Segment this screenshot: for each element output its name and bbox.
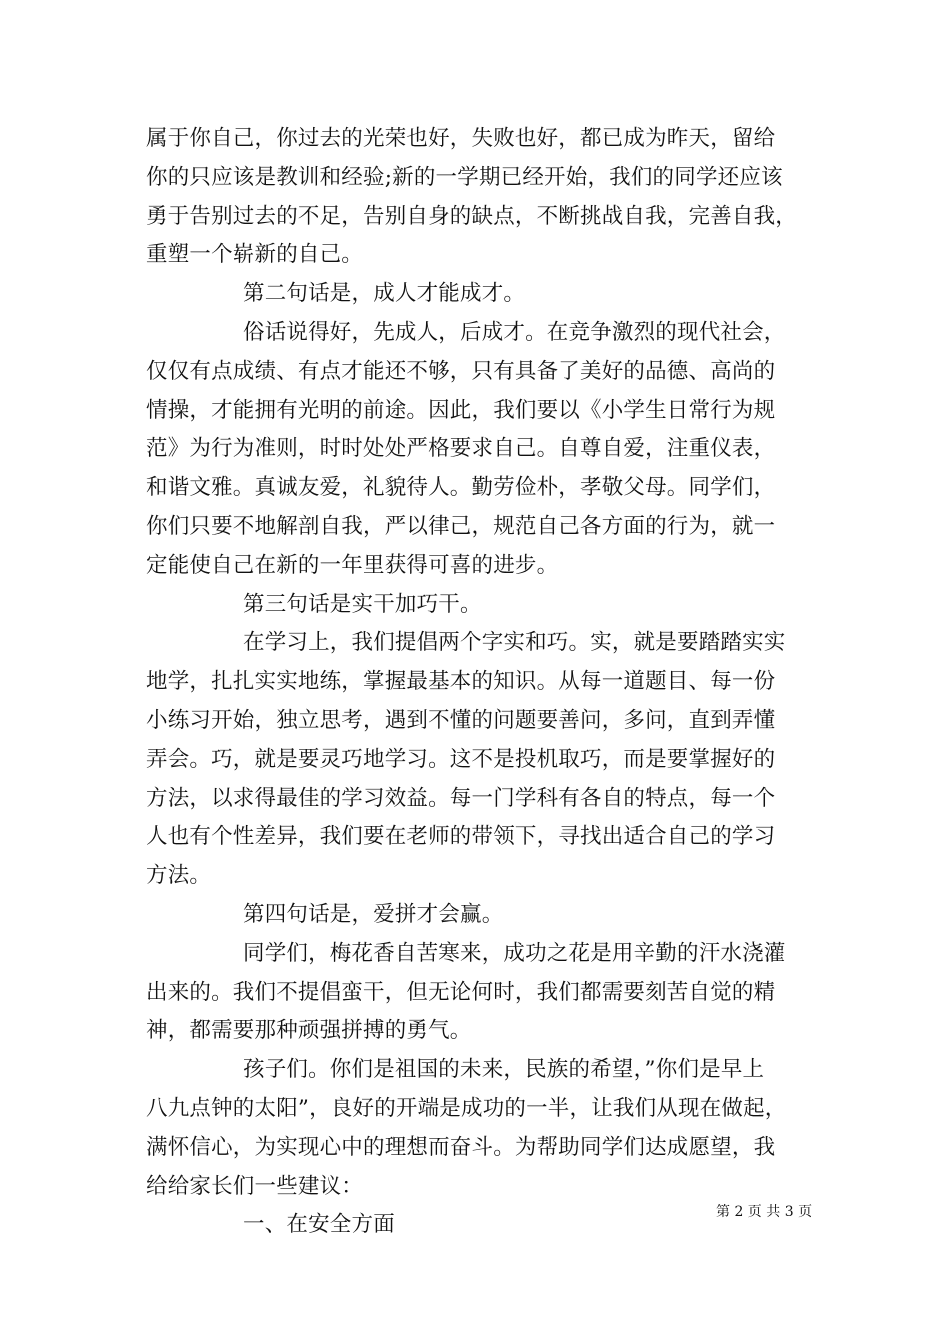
text-line: 满怀信心，为实现心中的理想而奋斗。为帮助同学们达成愿望，我 [146, 1134, 776, 1160]
text-line: 仅仅有点成绩、有点才能还不够，只有具备了美好的品德、高尚的 [146, 358, 776, 384]
text-line: 弄会。巧，就是要灵巧地学习。这不是投机取巧，而是要掌握好的 [146, 746, 776, 772]
text-line: 重塑一个崭新的自己。 [146, 242, 364, 268]
text-line: 出来的。我们不提倡蛮干，但无论何时，我们都需要刻苦自觉的精 [146, 979, 776, 1005]
text-line: 属于你自己，你过去的光荣也好，失败也好，都已成为昨天，留给 [146, 126, 776, 151]
text-line: 神，都需要那种顽强拼搏的勇气。 [146, 1018, 472, 1044]
text-line: 八九点钟的太阳”，良好的开端是成功的一半，让我们从现在做起， [146, 1095, 787, 1121]
text-line: 方法，以求得最佳的学习效益。每一门学科有各自的特点，每一个 [146, 785, 776, 811]
text-line: 一、在安全方面 [243, 1212, 395, 1238]
text-line: 方法。 [146, 863, 212, 889]
text-line: 地学，扎扎实实地练，掌握最基本的知识。从每一道题目、每一份 [146, 669, 776, 695]
text-line: 你的只应该是教训和经验;新的一学期已经开始，我们的同学还应该 [146, 164, 783, 190]
text-line: 勇于告别过去的不足，告别自身的缺点，不断挑战自我，完善自我， [146, 203, 798, 229]
text-line: 人也有个性差异，我们要在老师的带领下，寻找出适合自己的学习 [146, 824, 776, 850]
text-line: 情操，才能拥有光明的前途。因此，我们要以《小学生日常行为规 [146, 397, 776, 423]
text-line: 第二句话是，成人才能成才。 [243, 281, 526, 307]
text-line: 和谐文雅。真诚友爱，礼貌待人。勤劳俭朴，孝敬父母。同学们， [146, 475, 776, 501]
document-body [146, 120, 814, 1245]
text-line: 俗话说得好，先成人，后成才。在竞争激烈的现代社会， [243, 319, 786, 345]
page-number-footer: 第 2 页 共 3 页 [716, 1204, 813, 1220]
text-line: 给给家长们一些建议： [146, 1173, 364, 1199]
text-line: 定能使自己在新的一年里获得可喜的进步。 [146, 552, 559, 578]
text-line: 同学们，梅花香自苦寒来，成功之花是用辛勤的汗水浇灌 [243, 940, 786, 966]
text-line: 第四句话是，爱拼才会赢。 [243, 901, 504, 927]
text-line: 范》为行为准则，时时处处严格要求自己。自尊自爱，注重仪表， [146, 436, 776, 462]
text-line: 孩子们。你们是祖国的未来，民族的希望，”你们是早上 [243, 1057, 765, 1083]
text-line: 在学习上，我们提倡两个字实和巧。实，就是要踏踏实实 [243, 630, 786, 656]
text-line: 第三句话是实干加巧干。 [243, 591, 482, 617]
text-line: 小练习开始，独立思考，遇到不懂的问题要善问，多问，直到弄懂 [146, 707, 776, 733]
text-line: 你们只要不地解剖自我，严以律己，规范自己各方面的行为，就一 [146, 513, 776, 539]
